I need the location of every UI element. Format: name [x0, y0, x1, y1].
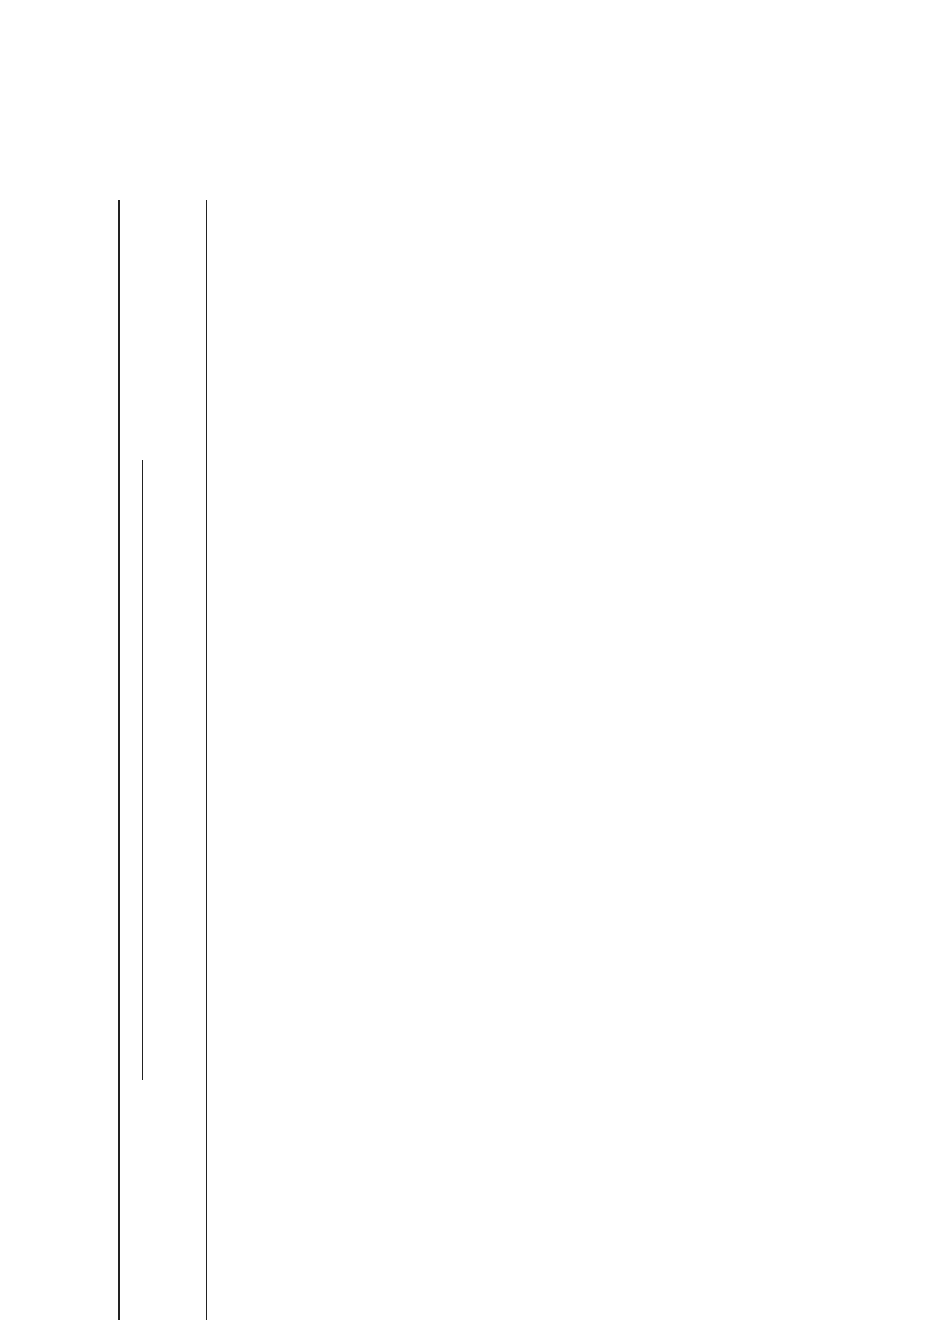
super-header-rule — [142, 460, 143, 1080]
header-rule — [206, 200, 207, 1320]
top-rule — [118, 200, 120, 1320]
rotated-table — [70, 170, 890, 1320]
